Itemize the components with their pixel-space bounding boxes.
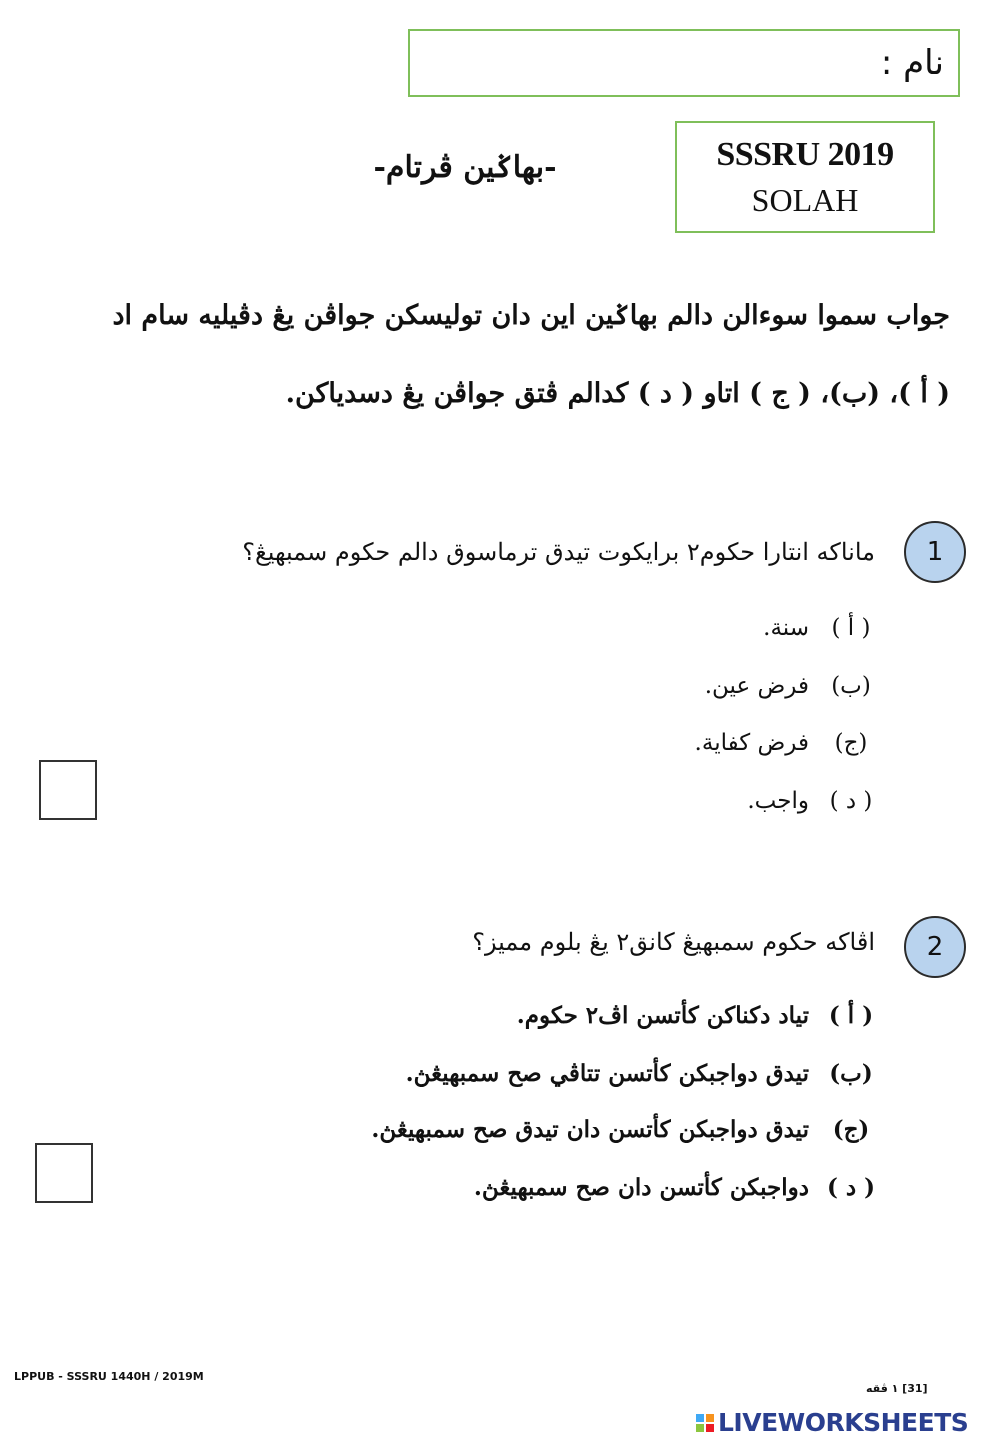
exam-title: SSSRU 2019 bbox=[716, 135, 894, 173]
footer-page: [31] ١ ڤقه bbox=[866, 1382, 928, 1395]
option-letter: (ج) bbox=[832, 1116, 870, 1143]
answer-input-box[interactable] bbox=[35, 1143, 93, 1203]
option-letter: (ب) bbox=[831, 673, 871, 699]
question-number-badge: 2 bbox=[904, 916, 966, 978]
option-b bbox=[406, 1060, 875, 1087]
option-letter: (ب) bbox=[829, 1060, 873, 1087]
liveworksheets-icon bbox=[696, 1414, 714, 1432]
instruction-line-1: جواب سموا سوءالن دالم بهاݢين اين دان توليسکن جواڤن يڠ دڤيليه سام اد bbox=[112, 300, 950, 331]
option-letter: ( د ) bbox=[829, 788, 873, 814]
option-text: تياد دکناکن کأتسن اڤ٢ حکوم. bbox=[516, 1002, 809, 1029]
question-text: ماناکه انتارا حکوم٢ برايکوت تيدق ترماسوق دالم حکوم سمبهيڠ؟ bbox=[242, 538, 875, 566]
footer-code: LPPUB - SSSRU 1440H / 2019M bbox=[14, 1370, 204, 1383]
option-text: تيدق دواجبکن کأتسن تتاڤي صح سمبهيڠڽ. bbox=[405, 1060, 809, 1087]
brand-logo[interactable] bbox=[696, 1408, 968, 1437]
option-letter: (ج) bbox=[834, 730, 868, 756]
option-text: سنة. bbox=[763, 615, 809, 641]
option-c bbox=[371, 1116, 875, 1143]
option-letter: ( أ ) bbox=[831, 615, 871, 641]
option-text: دواجبکن کأتسن دان صح سمبهيڠڽ. bbox=[473, 1174, 809, 1201]
option-a bbox=[517, 1002, 875, 1029]
option-text: تيدق دواجبکن کأتسن دان تيدق صح سمبهيڠڽ. bbox=[371, 1116, 809, 1143]
question-number-badge: 1 bbox=[904, 521, 966, 583]
section-title: -بهاݢين ڤرتام- bbox=[373, 150, 557, 185]
option-d bbox=[747, 788, 875, 814]
option-letter: ( د ) bbox=[826, 1174, 875, 1201]
option-b bbox=[705, 673, 875, 699]
title-box bbox=[675, 121, 935, 233]
name-field[interactable] bbox=[408, 29, 960, 97]
option-d bbox=[474, 1174, 875, 1201]
option-letter: ( أ ) bbox=[828, 1002, 874, 1029]
instruction-line-2: ( أ )، (ب)، ( ج ) اتاو ( د ) کدالم ڤتق جواڤن يڠ دسدياکن. bbox=[285, 378, 950, 409]
option-c bbox=[695, 730, 875, 756]
answer-input-box[interactable] bbox=[39, 760, 97, 820]
option-text: فرض عين. bbox=[704, 673, 809, 699]
name-label: نام : bbox=[880, 43, 944, 83]
option-a bbox=[763, 615, 875, 641]
subject-title: SOLAH bbox=[751, 181, 859, 218]
question-text: اڤاکه حکوم سمبهيڠ کانق٢ يڠ بلوم مميز؟ bbox=[472, 928, 875, 956]
brand-text: LIVEWORKSHEETS bbox=[718, 1408, 969, 1437]
option-text: فرض کفاية. bbox=[694, 730, 809, 756]
option-text: واجب. bbox=[747, 788, 809, 814]
